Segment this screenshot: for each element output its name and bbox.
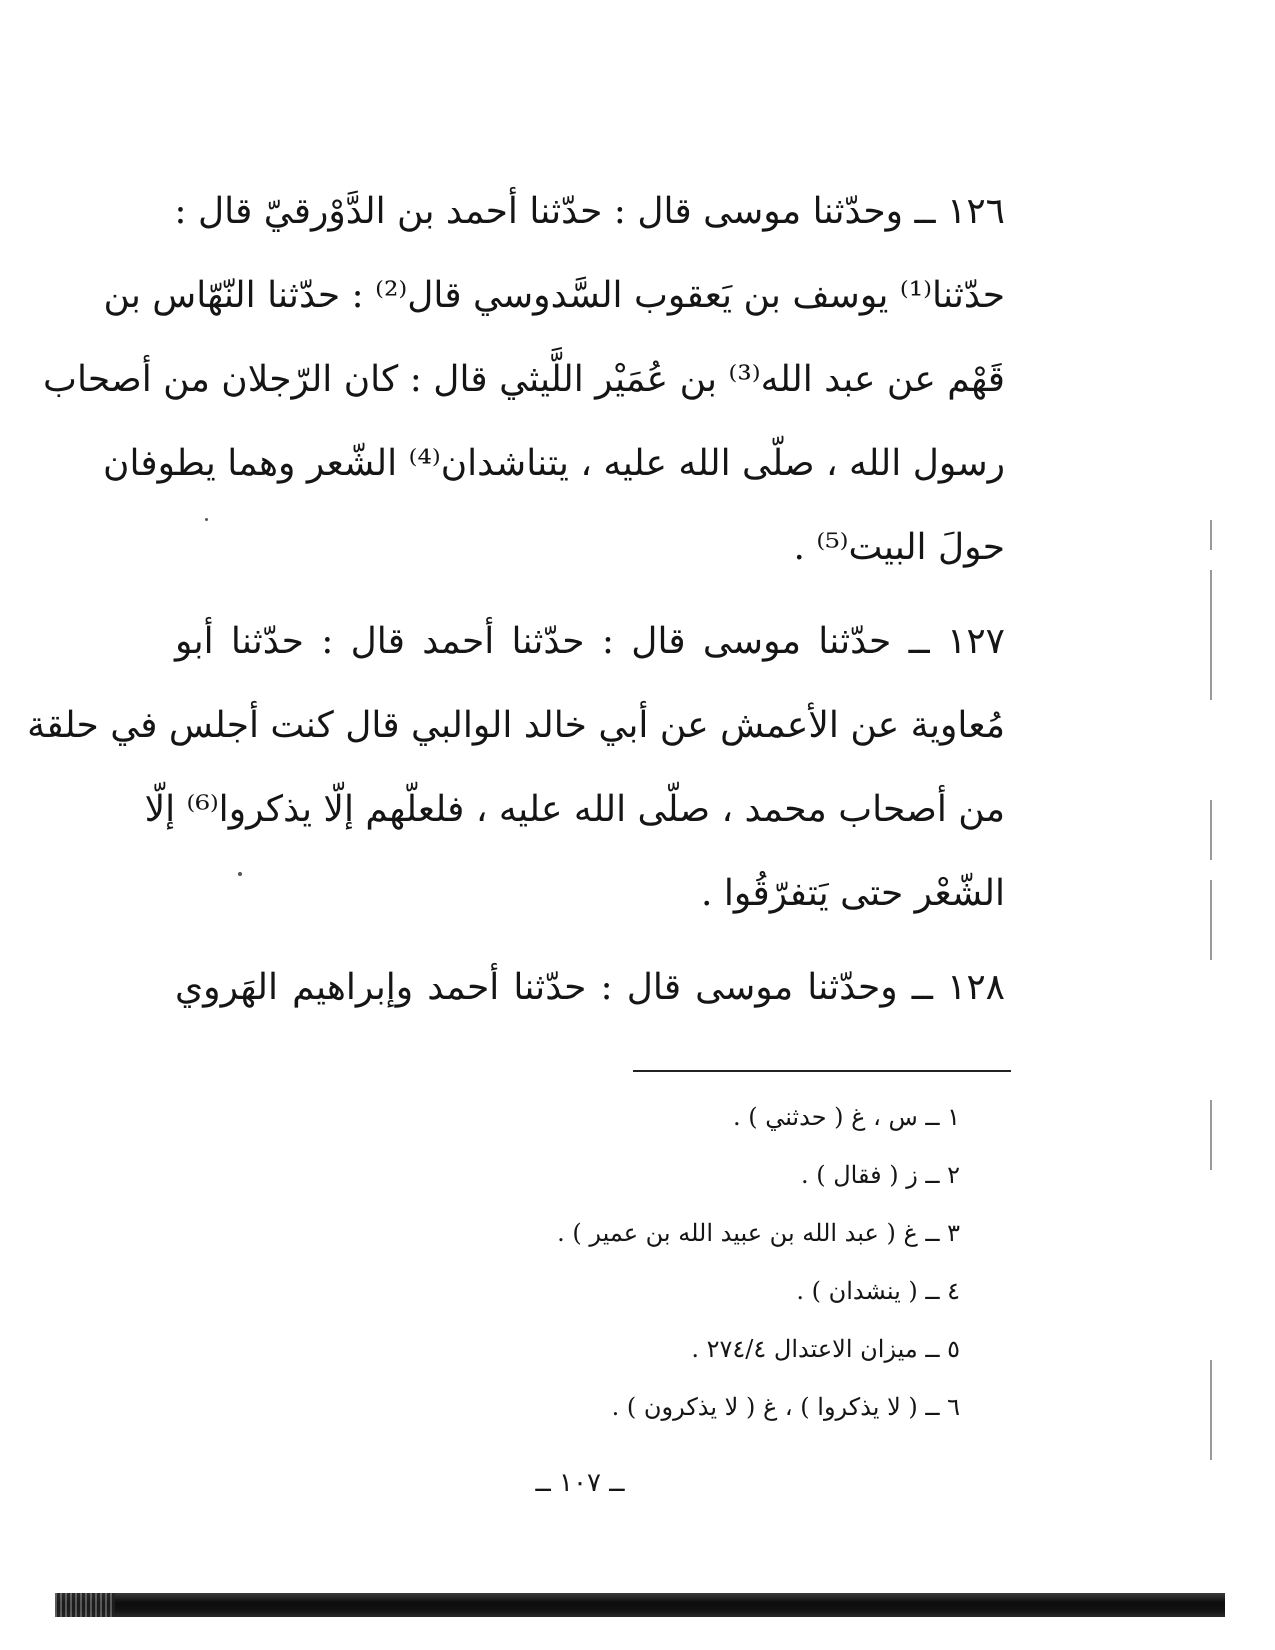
scan-edge-mark	[1210, 880, 1212, 960]
footnote: ٦ ــ ( لا يذكروا ) ، غ ( لا يذكرون ) .	[611, 1393, 960, 1421]
scan-edge-mark	[1210, 800, 1212, 860]
text-line: مُعاوية عن الأعمش عن أبي خالد الوالبي قال كنت أجلس في حلقة	[27, 705, 1005, 746]
paragraph-gap	[175, 590, 1005, 600]
scan-edge-mark	[1210, 520, 1212, 550]
footnote: ٣ ــ غ ( عبد الله بن عبيد الله بن عمير ) .	[557, 1219, 960, 1247]
footnotes	[460, 1088, 960, 1436]
scan-edge-mark	[1210, 1100, 1212, 1170]
footnote: ١ ــ س ، غ ( حدثني ) .	[732, 1103, 960, 1131]
scan-border-bar	[55, 1593, 1225, 1617]
footnote: ٢ ــ ز ( فقال ) .	[800, 1161, 960, 1189]
scan-speck	[205, 518, 208, 521]
footnote: ٤ ــ ( ينشدان ) .	[796, 1277, 960, 1305]
footnote: ٥ ــ ميزان الاعتدال ٢٧٤/٤ .	[691, 1335, 960, 1363]
text-line: ١٢٧ ــ حدّثنا موسى قال : حدّثنا أحمد قال : حدّثنا أبو	[175, 621, 1005, 662]
scan-edge-mark	[1210, 570, 1212, 700]
text-line: حدّثنا⁽¹⁾ يوسف بن يَعقوب السَّدوسي قال⁽²⁾ : حدّثنا النّهّاس بن	[103, 275, 1005, 316]
scan-edge-mark	[1210, 1360, 1212, 1460]
text-line: ١٢٦ ــ وحدّثنا موسى قال : حدّثنا أحمد بن الدَّوْرقيّ قال :	[174, 191, 1005, 232]
scan-speck	[238, 872, 242, 876]
text-line: من أصحاب محمد ، صلّى الله عليه ، فلعلّهم إلّا يذكروا⁽⁶⁾ إلّا	[144, 789, 1005, 830]
footnote-separator	[633, 1070, 1011, 1072]
text-line: رسول الله ، صلّى الله عليه ، يتناشدان⁽⁴⁾ الشّعر وهما يطوفان	[103, 443, 1005, 484]
text-line: حولَ البيت⁽⁵⁾ .	[793, 527, 1005, 568]
text-line: قَهْم عن عبد الله⁽³⁾ بن عُمَيْر اللَّيثي قال : كان الرّجلان من أصحاب	[43, 359, 1005, 400]
text-line: ١٢٨ ــ وحدّثنا موسى قال : حدّثنا أحمد وإبراهيم الهَروي	[175, 967, 1005, 1008]
main-text	[27, 170, 1005, 1030]
page-number: ــ ١٠٧ ــ	[535, 1468, 625, 1498]
paragraph-gap	[175, 936, 1005, 946]
text-line: الشّعْر حتى يَتفرّقُوا .	[701, 873, 1005, 914]
